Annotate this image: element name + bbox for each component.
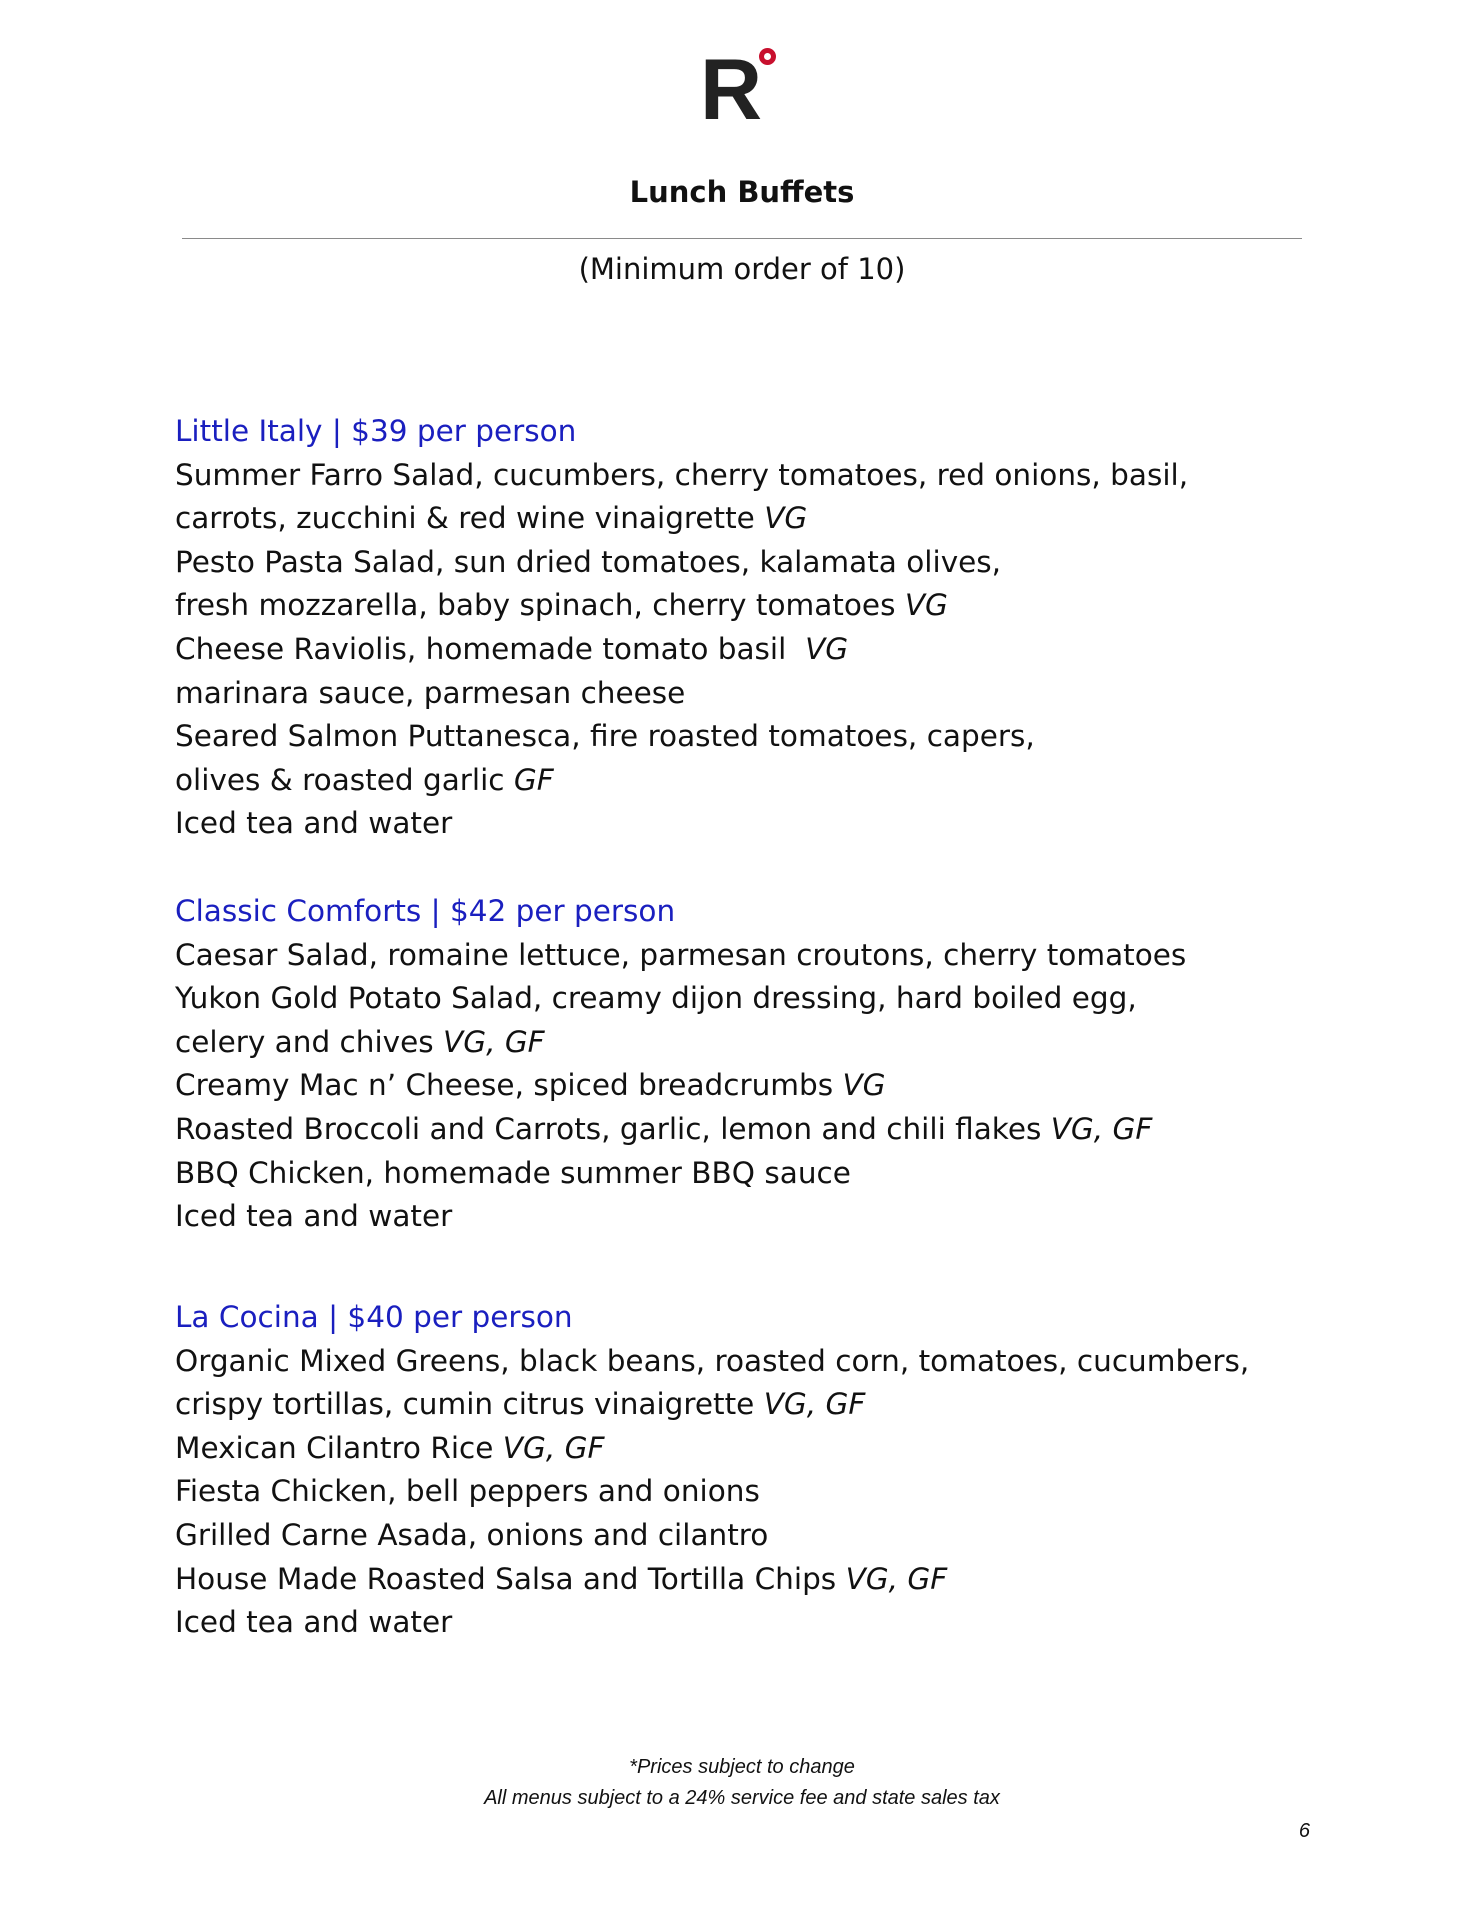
section-heading: Little Italy | $39 per person [175, 414, 577, 448]
menu-item: Caesar Salad, romaine lettuce, parmesan croutons, cherry tomatoes [175, 937, 1187, 972]
menu-item: crispy tortillas, cumin citrus vinaigrette VG, GF [175, 1387, 866, 1422]
menu-item: Iced tea and water [175, 1199, 453, 1234]
menu-item: celery and chives VG, GF [175, 1024, 545, 1059]
page-title: Lunch Buffets [629, 175, 855, 209]
menu-item: Iced tea and water [175, 1605, 453, 1640]
menu-item: Mexican Cilantro Rice VG, GF [175, 1430, 605, 1465]
menu-item: Grilled Carne Asada, onions and cilantro [175, 1517, 769, 1552]
footer-service-note: All menus subject to a 24% service fee and state sales tax [484, 1787, 1000, 1809]
title-divider [182, 238, 1302, 239]
menu-item: Yukon Gold Potato Salad, creamy dijon dressing, hard boiled egg, [175, 981, 1137, 1016]
section-heading: La Cocina | $40 per person [175, 1300, 573, 1334]
menu-item: Cheese Raviolis, homemade tomato basil VG [175, 631, 849, 666]
section-heading: Classic Comforts | $42 per person [175, 894, 676, 928]
menu-item: Fiesta Chicken, bell peppers and onions [175, 1474, 760, 1509]
menu-item: Iced tea and water [175, 806, 453, 841]
logo-letter: R [700, 42, 763, 138]
menu-item: BBQ Chicken, homemade summer BBQ sauce [175, 1155, 851, 1190]
menu-item: Creamy Mac n’ Cheese, spiced breadcrumbs VG [175, 1068, 886, 1103]
menu-section-la-cocina [175, 1296, 1305, 1645]
menu-item: Organic Mixed Greens, black beans, roasted corn, tomatoes, cucumbers, [175, 1343, 1250, 1378]
brand-logo [700, 42, 792, 138]
menu-item: Seared Salmon Puttanesca, fire roasted tomatoes, capers, [175, 719, 1035, 754]
menu-section-little-italy [175, 410, 1305, 846]
page-subtitle: (Minimum order of 10) [578, 252, 906, 286]
menu-item: olives & roasted garlic GF [175, 762, 554, 797]
page-number: 6 [1298, 1820, 1310, 1842]
menu-item: fresh mozzarella, baby spinach, cherry tomatoes VG [175, 588, 948, 623]
logo-circle-icon [759, 48, 776, 65]
footer-price-note: *Prices subject to change [629, 1756, 855, 1778]
menu-item: marinara sauce, parmesan cheese [175, 675, 686, 710]
menu-item: carrots, zucchini & red wine vinaigrette VG [175, 501, 808, 536]
menu-item: Summer Farro Salad, cucumbers, cherry tomatoes, red onions, basil, [175, 457, 1189, 492]
menu-item: House Made Roasted Salsa and Tortilla Chips VG, GF [175, 1561, 948, 1596]
menu-section-classic-comforts [175, 890, 1305, 1239]
menu-item: Pesto Pasta Salad, sun dried tomatoes, kalamata olives, [175, 544, 1002, 579]
menu-item: Roasted Broccoli and Carrots, garlic, lemon and chili flakes VG, GF [175, 1111, 1153, 1146]
